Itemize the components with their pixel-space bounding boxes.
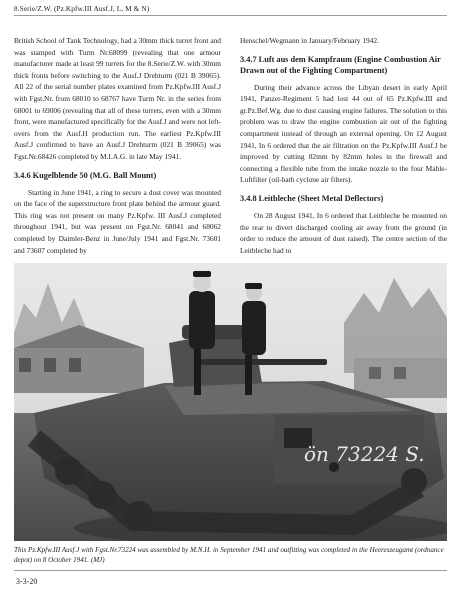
left-column — [14, 35, 221, 256]
section-heading-luft: 3.4.7 Luft aus dem Kampfraum (Engine Combustion Air Drawn out of the Fighting Compartment) — [240, 54, 441, 75]
section-heading-kugelblende: 3.4.6 Kugelblende 50 (M.G. Ball Mount) — [14, 170, 157, 180]
body-paragraph: During their advance across the Libyan desert in early April 1941, Panzer-Regiment 5 had lost 44 out of 65 Pz.Kpfw.III and gr.Pz.Bef.Wg. due to dust causing engine failures. The solution to this problem was to draw the engine combustion air out of the fighting compartment instead of through an external opening. On 12 August 1941, In 6 ordered that the air filtration on the Pz.Kpfw.III Ausf.J be improved by cutting 82mm by 82mm holes in the firewall and connecting a flexible tube from the intake nozzle to the four Mahle-Luftfilter (oil-bath cyclone air filters). — [240, 82, 447, 185]
photo-caption: This Pz.Kpfw.III Ausf.J with Fgst.Nr.73224 was assembled by M.N.H. in September 1941 and outfitting was completed in the Heereszeugamt (ordnance depot) on 8 October 1941. (MJ) — [14, 546, 444, 564]
section-heading-leitbleche: 3.4.8 Leitbleche (Sheet Metal Deflectors) — [240, 193, 384, 203]
body-paragraph: Starting in June 1941, a ring to secure a dust cover was mounted on the face of the superstructure front plate behind the armour guard. This ring was not present on many Pz.Kpfw. III Ausf.J completed throughout 1941, but was present on Fgst.Nr. 68041 and 68062 completed by Daimler-Benz in June/July 1941 and Fgst.Nr. 73601 and 73607 completed by — [14, 187, 221, 255]
hull-chalk-marking: ön 73224 S. — [304, 442, 425, 466]
body-paragraph: On 28 August 1941, In 6 ordered that Leitbleche be mounted on the rear to divert discharged cooling air away from the ground (in order to reduce the amount of dust raised). The centre section of the Leitbleche had to — [240, 210, 447, 255]
body-paragraph: British School of Tank Technology, had a 30mm thick turret front and was stamped with Turm Nr.68099 (revealing that one armour manufacturer made at least 99 turrets for the 8.Serie/Z.W. with 30mm thick fronts before switching to the Ausf.J Drehturm (021 B 39065). All 22 of the serial number plates examined from Pz.Kpfw.III Ausf.J with Fgst.Nr. from 68010 to 68767 have Turm Nr. in the series from 68001 to 69006 (revealing that all of these turrets, even with a 30mm front, were manufactured specifically for the Ausf.J and were not left-overs from the Ausf.H production run. The earliest Pz.Kpfw.III Ausf.J confirmed to have an Ausf.J Drehturm (021 B 39065) was Fgst.Nr.68426 completed by M.I.A.G. in late May 1941. — [14, 36, 221, 161]
footer-rule — [14, 570, 447, 571]
photo-illustration — [14, 263, 447, 541]
tank-photograph — [14, 263, 447, 541]
body-paragraph: Henschel/Wegmann in January/February 1942. — [240, 36, 379, 45]
page-number: 3-3-20 — [16, 577, 38, 586]
running-header: 8.Serie/Z.W. (Pz.Kpfw.III Ausf.J, L, M & N) — [14, 4, 447, 16]
right-column — [240, 35, 447, 256]
